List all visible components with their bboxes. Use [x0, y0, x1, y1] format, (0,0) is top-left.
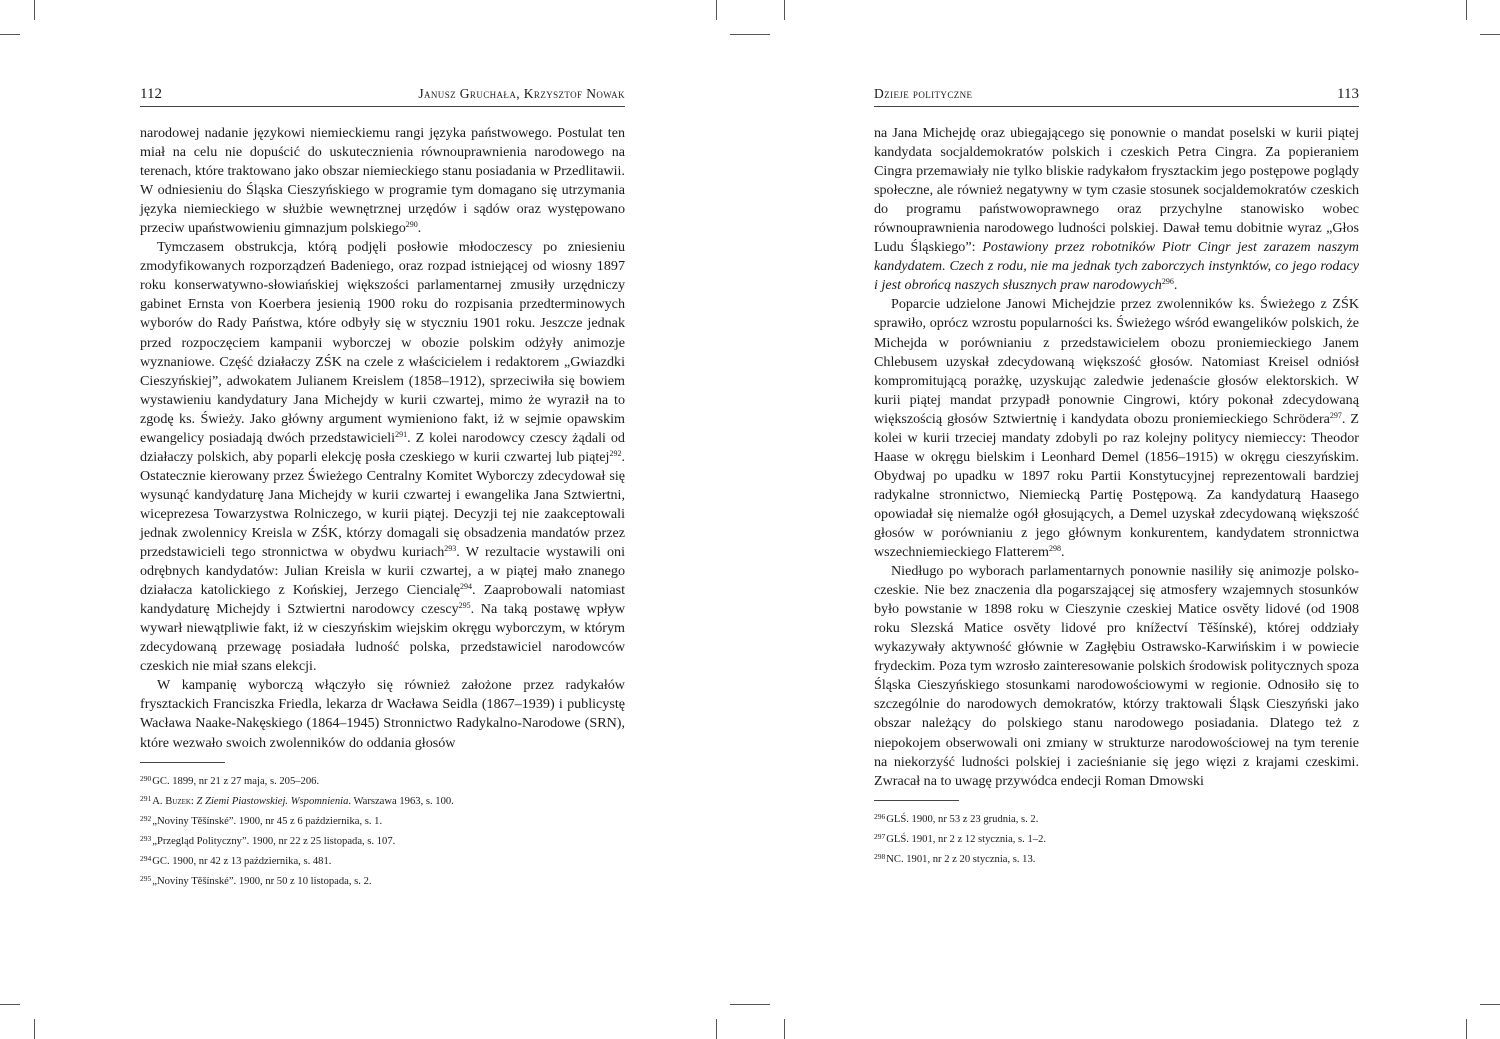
footnotes [874, 808, 1359, 868]
text-run: na Jana Michejdę oraz ubiegającego się ponownie o mandat poselski w kurii piątej kandydata socjaldemokratów polskich i czeskich Petra Cingra. Za popieraniem Cingra przemawiały nie tylko bliskie radykałom frysztackim jego postępowe poglądy społeczne, ale również negatywny w tym czasie stosunek socjaldemokratów czeskich do programu państwowoprawnego oraz przychylne stanowisko wobec równouprawnienia narodowego ludności polskiej. Dawał temu dobitnie wyraz „Głos Ludu Śląskiego”: [874, 125, 1359, 256]
text-run: „Noviny Těšínské”. 1900, nr 50 z 10 listopada, s. 2. [152, 875, 372, 887]
text-run: W kampanię wyborczą włączyło się również założone przez radykałów frysztackich Franciszka Friedla, lekarza dr Wacława Seidla (1867–1939) i publicystę Wacława Naake-Nakęskiego (1864–1945) Stronnictwo Radykalno-Narodowe (SRN), które wezwało swoich zwolenników do oddania głosów [140, 677, 625, 751]
text-run: . Z kolei narodowcy czescy żądali od działaczy polskich, aby poparli elekcję posła czeskiego w kurii czwartej lub piątej [140, 429, 625, 465]
italic-text: Postawiony przez robotników Piotr Cingr jest zarazem naszym kandydatem. Czech z rodu, nie ma jednak tych zaborczych instynktów, co jego rodacy i jest obrońcą naszych słusznych praw narodowych [874, 239, 1359, 294]
page-number: 112 [140, 86, 162, 102]
page-header [874, 86, 1359, 107]
footnote-ref: 298 [1048, 544, 1061, 554]
footnote-number: 290 [140, 773, 152, 783]
crop-mark [34, 0, 35, 20]
footnotes [140, 770, 625, 890]
page-header [140, 86, 625, 107]
crop-mark [730, 34, 750, 35]
crop-mark [1480, 34, 1500, 35]
footnote-number: 295 [140, 873, 152, 883]
footnote-number: 293 [140, 833, 152, 843]
text-run: „Przegląd Polityczny”. 1900, nr 22 z 25 listopada, s. 107. [152, 835, 396, 847]
footnote-ref: 292 [609, 448, 622, 458]
footnote-ref: 295 [458, 601, 471, 611]
text-run: . Ostatecznie kierowany przez Świeżego Centralny Komitet Wyborczy zdecydował się wysunąć kandydaturę Jana Michejdy w kurii czwartej i ewangelika Jana Sztwiertni, wiceprezesa Towarzystwa Rolniczego, w kurii piątej. Decyzji tej nie zaakceptowali jednak zwolennicy Kreisla w ZŚK, którzy domagali się obsadzenia mandatów przez przedstawicieli tego stronnictwa w obydwu kuriach [140, 448, 625, 561]
crop-mark [750, 34, 770, 35]
crop-mark [716, 1019, 717, 1039]
footnote [140, 870, 625, 890]
footnote [140, 810, 625, 830]
footnote [140, 770, 625, 790]
body-text [140, 124, 625, 753]
text-run: GC. 1899, nr 21 z 27 maja, s. 205–206. [152, 775, 320, 787]
footnote-separator [874, 800, 959, 801]
right-page [874, 86, 1359, 868]
italic-text: Z Ziemi Piastowskiej. Wspomnienia [196, 795, 349, 807]
running-head: Janusz Gruchała, Krzysztof Nowak [418, 86, 625, 101]
crop-mark [784, 0, 785, 20]
running-head: Dzieje polityczne [874, 86, 973, 101]
footnote-separator [140, 762, 225, 763]
crop-mark [750, 1004, 770, 1005]
paragraph [874, 124, 1359, 295]
text-run: Tymczasem obstrukcja, którą podjęli posłowie młodoczescy po zniesieniu zmodyfikowanych rozporządzeń Badeniego, oraz rozpad istniejącej od wiosny 1897 roku konserwatywno-słowiańskiej większości parlamentarnej zmusiły urzędniczy gabinet Ernsta von Koerbera jesienią 1900 roku do rozpisania przedterminowych wyborów do Rady Państwa, które odbyły się w styczniu 1901 roku. Jeszcze jednak przed rozpoczęciem kampanii wyborczej w obozie polskim odżyły animozje wyznaniowe. Część działaczy ZŚK na czele z właścicielem i redaktorem „Gwiazdki Cieszyńskiej”, adwokatem Julianem Kreislem (1858–1912), sprzeciwiła się bowiem wystawieniu kandydatury Jana Michejdy w kurii czwartej, mimo że wyraził na to zgodę ks. Świeży. Jako główny argument wymieniono fakt, iż w sejmie opawskim ewangelicy posiadają dwóch przedstawicieli [140, 239, 625, 446]
text-run: . [1060, 544, 1065, 561]
crop-mark [1466, 1019, 1467, 1039]
paragraph [874, 295, 1359, 562]
crop-mark [34, 1019, 35, 1039]
text-run: GLŚ. 1901, nr 2 z 12 stycznia, s. 1–2. [886, 833, 1047, 845]
text-run: narodowej nadanie językowi niemieckiemu rangi języka państwowego. Postulat ten miał na celu nie dopuścić do uskutecznienia równouprawnienia narodowego na terenach, które traktowano jako obszar niemieckiego stanu posiadania w Przedlitawii. W odniesieniu do Śląska Cieszyńskiego w programie tym domagano się utrzymania języka niemieckiego w służbie wewnętrznej urzędów i sądów oraz występowano przeciw upaństwowieniu gimnazjum polskiego [140, 125, 625, 237]
crop-mark [1480, 1004, 1500, 1005]
paragraph [140, 676, 625, 752]
footnote-ref: 291 [395, 429, 408, 439]
crop-mark [784, 1019, 785, 1039]
paragraph [140, 238, 625, 676]
author-name: A. Buzek: [152, 795, 197, 807]
footnote-ref: 290 [405, 220, 418, 230]
crop-mark [716, 0, 717, 20]
footnote-number: 292 [140, 813, 152, 823]
text-run: „Noviny Těšínské”. 1900, nr 45 z 6 października, s. 1. [152, 815, 383, 827]
text-run: NC. 1901, nr 2 z 20 stycznia, s. 13. [886, 853, 1036, 865]
crop-mark [0, 34, 20, 35]
footnote-number: 294 [140, 853, 152, 863]
left-page [140, 86, 625, 890]
footnote-ref: 294 [460, 582, 472, 592]
text-run: . W rezultacie wystawili oni odrębnych kandydatów: Julian Kreisla w kurii czwartej, a w piątej mało znanego działacza katolickiego z Końskiej, Jerzego Ciencialę [140, 544, 625, 599]
crop-mark [730, 1004, 750, 1005]
text-run: . Na taką postawę wpływ wywarł niewątpliwie fakt, iż w cieszyńskim wiejskim okręgu wyborczym, w którym zdecydowaną przewagę posiadała ludność polska, przedstawiciel narodowców czeskich nie miał szans elekcji. [140, 601, 626, 675]
page-number: 113 [1337, 86, 1359, 102]
footnote-number: 291 [140, 793, 152, 803]
text-run: . [417, 220, 422, 237]
crop-mark [1466, 0, 1467, 20]
text-run: Niedługo po wyborach parlamentarnych ponownie nasiliły się animozje polsko-czeskie. Nie bez znaczenia dla pogarszającej się atmosfery wzajemnych stosunków było powstanie w 1898 roku w Cieszynie czeskiej Matice osvěty lidové (od 1908 roku Slezská Matice osvěty lidové pro knížectví Těšínské), której oddziały wykazywały aktywność głównie w Zagłębiu Ostrawsko-Karwińskim i w powiecie frydeckim. Poza tym wzrosło zainteresowanie polskich środowisk politycznych spoza Śląska Cieszyńskiego stosunkami narodowościowymi w regionie. Odnosiło się to szczególnie do narodowych demokratów, którzy traktowali Śląsk Cieszyński jako obszar należący do polskiego stanu narodowego posiadania. Dlatego też z niepokojem obserwowali oni zmiany w strukturze narodowościowej na tym terenie na niekorzyść ludności polskiej i zacieśnianie się jego więzi z krajami czeskimi. Zwracał na to uwagę przywódca endecji Roman Dmowski [874, 563, 1359, 789]
footnote-number: 298 [874, 851, 886, 861]
footnote [140, 790, 625, 810]
footnote [874, 828, 1359, 848]
footnote-number: 297 [874, 831, 886, 841]
footnote [140, 830, 625, 850]
paragraph [140, 124, 625, 238]
footnote-number: 296 [874, 811, 886, 821]
footnote [874, 848, 1359, 868]
text-run: . [1173, 277, 1178, 294]
text-run: GLŚ. 1900, nr 53 z 23 grudnia, s. 2. [886, 813, 1039, 825]
text-run: . Zaaprobowali natomiast kandydaturę Michejdy i Sztwiertni narodowcy czescy [140, 582, 625, 618]
footnote [140, 850, 625, 870]
text-run: . Z kolei w kurii trzeciej mandaty zdobyli po raz kolejny politycy niemieccy: Theodor Haase w okręgu bielskim i Leonhard Demel (1856–1915) w okręgu cieszyńskim. Obydwaj po upadku w 1897 roku Partii Konstytucyjnej reprezentowali bardziej radykalne stronnictwo, Niemiecką Partię Postępową. Za kandydaturą Haasego opowiadał się niemalże ogół głosujących, a Demel uzyskał zdecydowaną większość głosów w porównianiu z jego głównym konkurentem, kandydatem stronnictwa wszechniemieckiego Flatterem [874, 410, 1360, 561]
text-run: Poparcie udzielone Janowi Michejdzie przez zwolenników ks. Świeżego z ZŚK sprawiło, oprócz wzrostu popularności ks. Świeżego wśród ewangelików polskich, że Michejda w porównianiu z przedstawicielem obozu proniemieckiego Janem Chlebusem uzyskał zdecydowaną większość głosów. Natomiast Kreisel odniósł kompromitującą porażkę, uzyskując zaledwie jedenaście głosów elektorskich. W kurii piątej mandat przypadł ponownie Cingrowi, który pokonał zdecydowaną większością głosów Sztwiertnię i kandydata obozu proniemieckiego Schrödera [874, 296, 1359, 427]
footnote-ref: 293 [444, 544, 457, 554]
text-run: GC. 1900, nr 42 z 13 października, s. 481. [152, 855, 332, 867]
crop-mark [0, 1004, 20, 1005]
paragraph [874, 562, 1359, 791]
text-run: . Warszawa 1963, s. 100. [348, 795, 454, 807]
body-text [874, 124, 1359, 791]
footnote-ref: 297 [1329, 410, 1342, 420]
footnote-ref: 296 [1161, 277, 1174, 287]
footnote [874, 808, 1359, 828]
